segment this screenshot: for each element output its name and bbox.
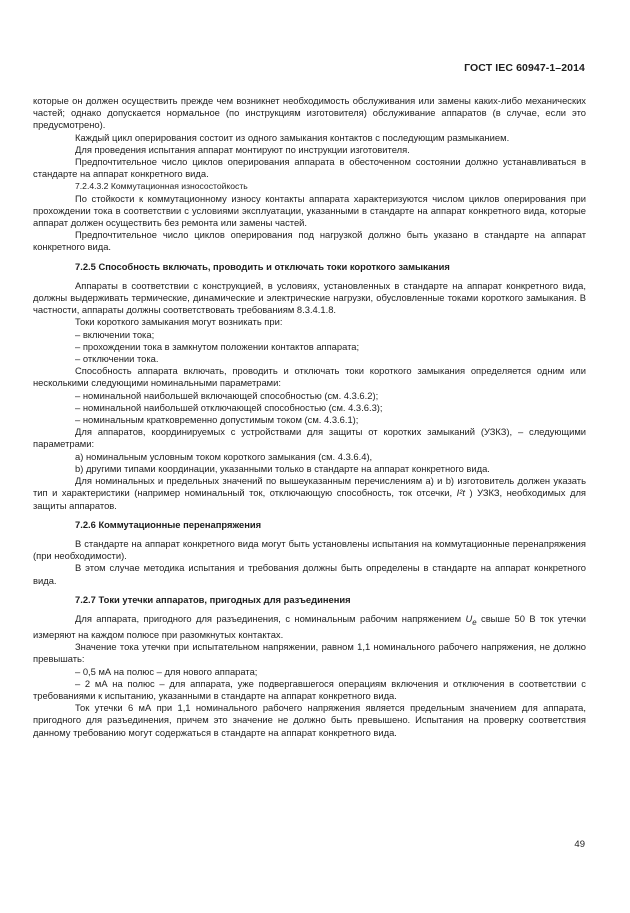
paragraph-text: Для номинальных и предельных значений по вышеуказанным перечислениям a) и b) изготовитель должен указать тип и характеристики (например номинальный ток, отключающую способность, ток отсечки,	[33, 475, 586, 499]
paragraph: Каждый цикл оперирования состоит из одного замыкания контактов с последующим размыканием.	[75, 131, 510, 143]
paragraph-text: Для аппарата, пригодного для разъединения, с номинальным рабочим напряжением	[75, 612, 462, 624]
document-header: ГОСТ IEC 60947-1–2014	[464, 62, 585, 74]
paragraph: Для проведения испытания аппарат монтируют по инструкции изготовителя.	[75, 143, 410, 155]
paragraph: В этом случае методика испытания и требования должны быть определены в стандарте на аппарат конкретного вида.	[33, 562, 586, 586]
list-item: – номинальной наибольшей включающей способностью (см. 4.3.6.2);	[75, 389, 379, 401]
paragraph: Значение тока утечки при испытательном напряжении, равном 1,1 номинального рабочего напряжения, не должно превышать:	[33, 641, 586, 665]
list-item: – 0,5 мА на полюс – для нового аппарата;	[75, 665, 258, 677]
voltage-symbol: $U_e$	[465, 612, 477, 627]
list-item: – номинальным кратковременно допустимым током (см. 4.3.6.1);	[75, 414, 359, 426]
paragraph	[33, 613, 586, 641]
list-item: – 2 мА на полюс – для аппарата, уже подвергавшегося операциям включения и отключения в соответствии с требованиями к испытанию, указанными в стандарте на аппарат конкретного вида.	[33, 677, 586, 702]
list-item: b) другими типами координации, указанными только в стандарте на аппарат конкретного вида.	[75, 462, 490, 474]
paragraph: Предпочтительное число циклов оперирования аппарата в обесточенном состоянии должно устанавливаться в стандарте на аппарат конкретного вида.	[33, 156, 586, 180]
page-number: 49	[574, 839, 585, 850]
paragraph: которые он должен осуществить прежде чем возникнет необходимость обслуживания или замены каких-либо механических частей; однако допускается нормальное (по инструкциям изготовителя) обслуживание аппаратов (в случае, если это предусмотрено).	[33, 95, 586, 131]
section-heading: 7.2.6 Коммутационные перенапряжения	[75, 518, 262, 530]
subsection-heading: 7.2.4.3.2 Коммутационная износостойкость	[75, 181, 248, 192]
list-item: – прохождении тока в замкнутом положении контактов аппарата;	[75, 340, 360, 352]
paragraph: По стойкости к коммутационному износу контакты аппарата характеризуются числом циклов оперирования при прохождении тока в соответствии с условиями эксплуатации, указанными в стандарте на аппарат конкретного вида, которые аппарат должен осуществить без ремонта или замены частей.	[33, 192, 586, 229]
paragraph: Аппараты в соответствии с конструкцией, в условиях, установленных в стандарте на аппарат конкретного вида, должны выдерживать термические, динамические и электрические нагрузки, обусловленные токами короткого замыкания. В частности, аппараты должны соответствовать требованиям 8.3.4.1.8.	[33, 279, 586, 316]
paragraph: Ток утечки 6 мА при 1,1 номинального рабочего напряжения является предельным значением для аппарата, пригодного для разъединения, причем это значение не должно быть превышено. Испытания на проверку соответствия данному требованию могут содержаться в стандарте на аппарат конкретного вида.	[33, 702, 586, 738]
document-body	[33, 95, 586, 739]
list-item: – номинальной наибольшей отключающей способностью (см. 4.3.6.3);	[75, 401, 383, 413]
formula: I²t	[456, 487, 465, 499]
paragraph: Для аппаратов, координируемых с устройствами для защиты от коротких замыканий (УЗКЗ), – следующими параметрами:	[33, 426, 586, 450]
paragraph-text: ) УЗКЗ, необходимых для защиты аппаратов.	[33, 487, 586, 511]
paragraph-text: свыше 50 В ток утечки измеряют на каждом полюсе при разомкнутых контактах.	[33, 612, 586, 640]
paragraph: Предпочтительное число циклов оперирования под нагрузкой должно быть указано в стандарте на аппарат конкретного вида.	[33, 229, 586, 253]
list-item: a) номинальным условным током короткого замыкания (см. 4.3.6.4),	[75, 450, 373, 462]
list-item: – включении тока;	[75, 328, 155, 340]
section-heading: 7.2.5 Способность включать, проводить и отключать токи короткого замыкания	[75, 260, 450, 272]
paragraph: Способность аппарата включать, проводить и отключать токи короткого замыкания определяется одним или несколькими следующими номинальными параметрами:	[33, 365, 586, 389]
paragraph: В стандарте на аппарат конкретного вида могут быть установлены испытания на коммутационные перенапряжения (при необходимости).	[33, 537, 586, 562]
paragraph	[33, 475, 586, 512]
section-heading: 7.2.7 Токи утечки аппаратов, пригодных для разъединения	[75, 593, 351, 605]
paragraph: Токи короткого замыкания могут возникать при:	[75, 316, 283, 328]
list-item: – отключении тока.	[75, 353, 159, 365]
